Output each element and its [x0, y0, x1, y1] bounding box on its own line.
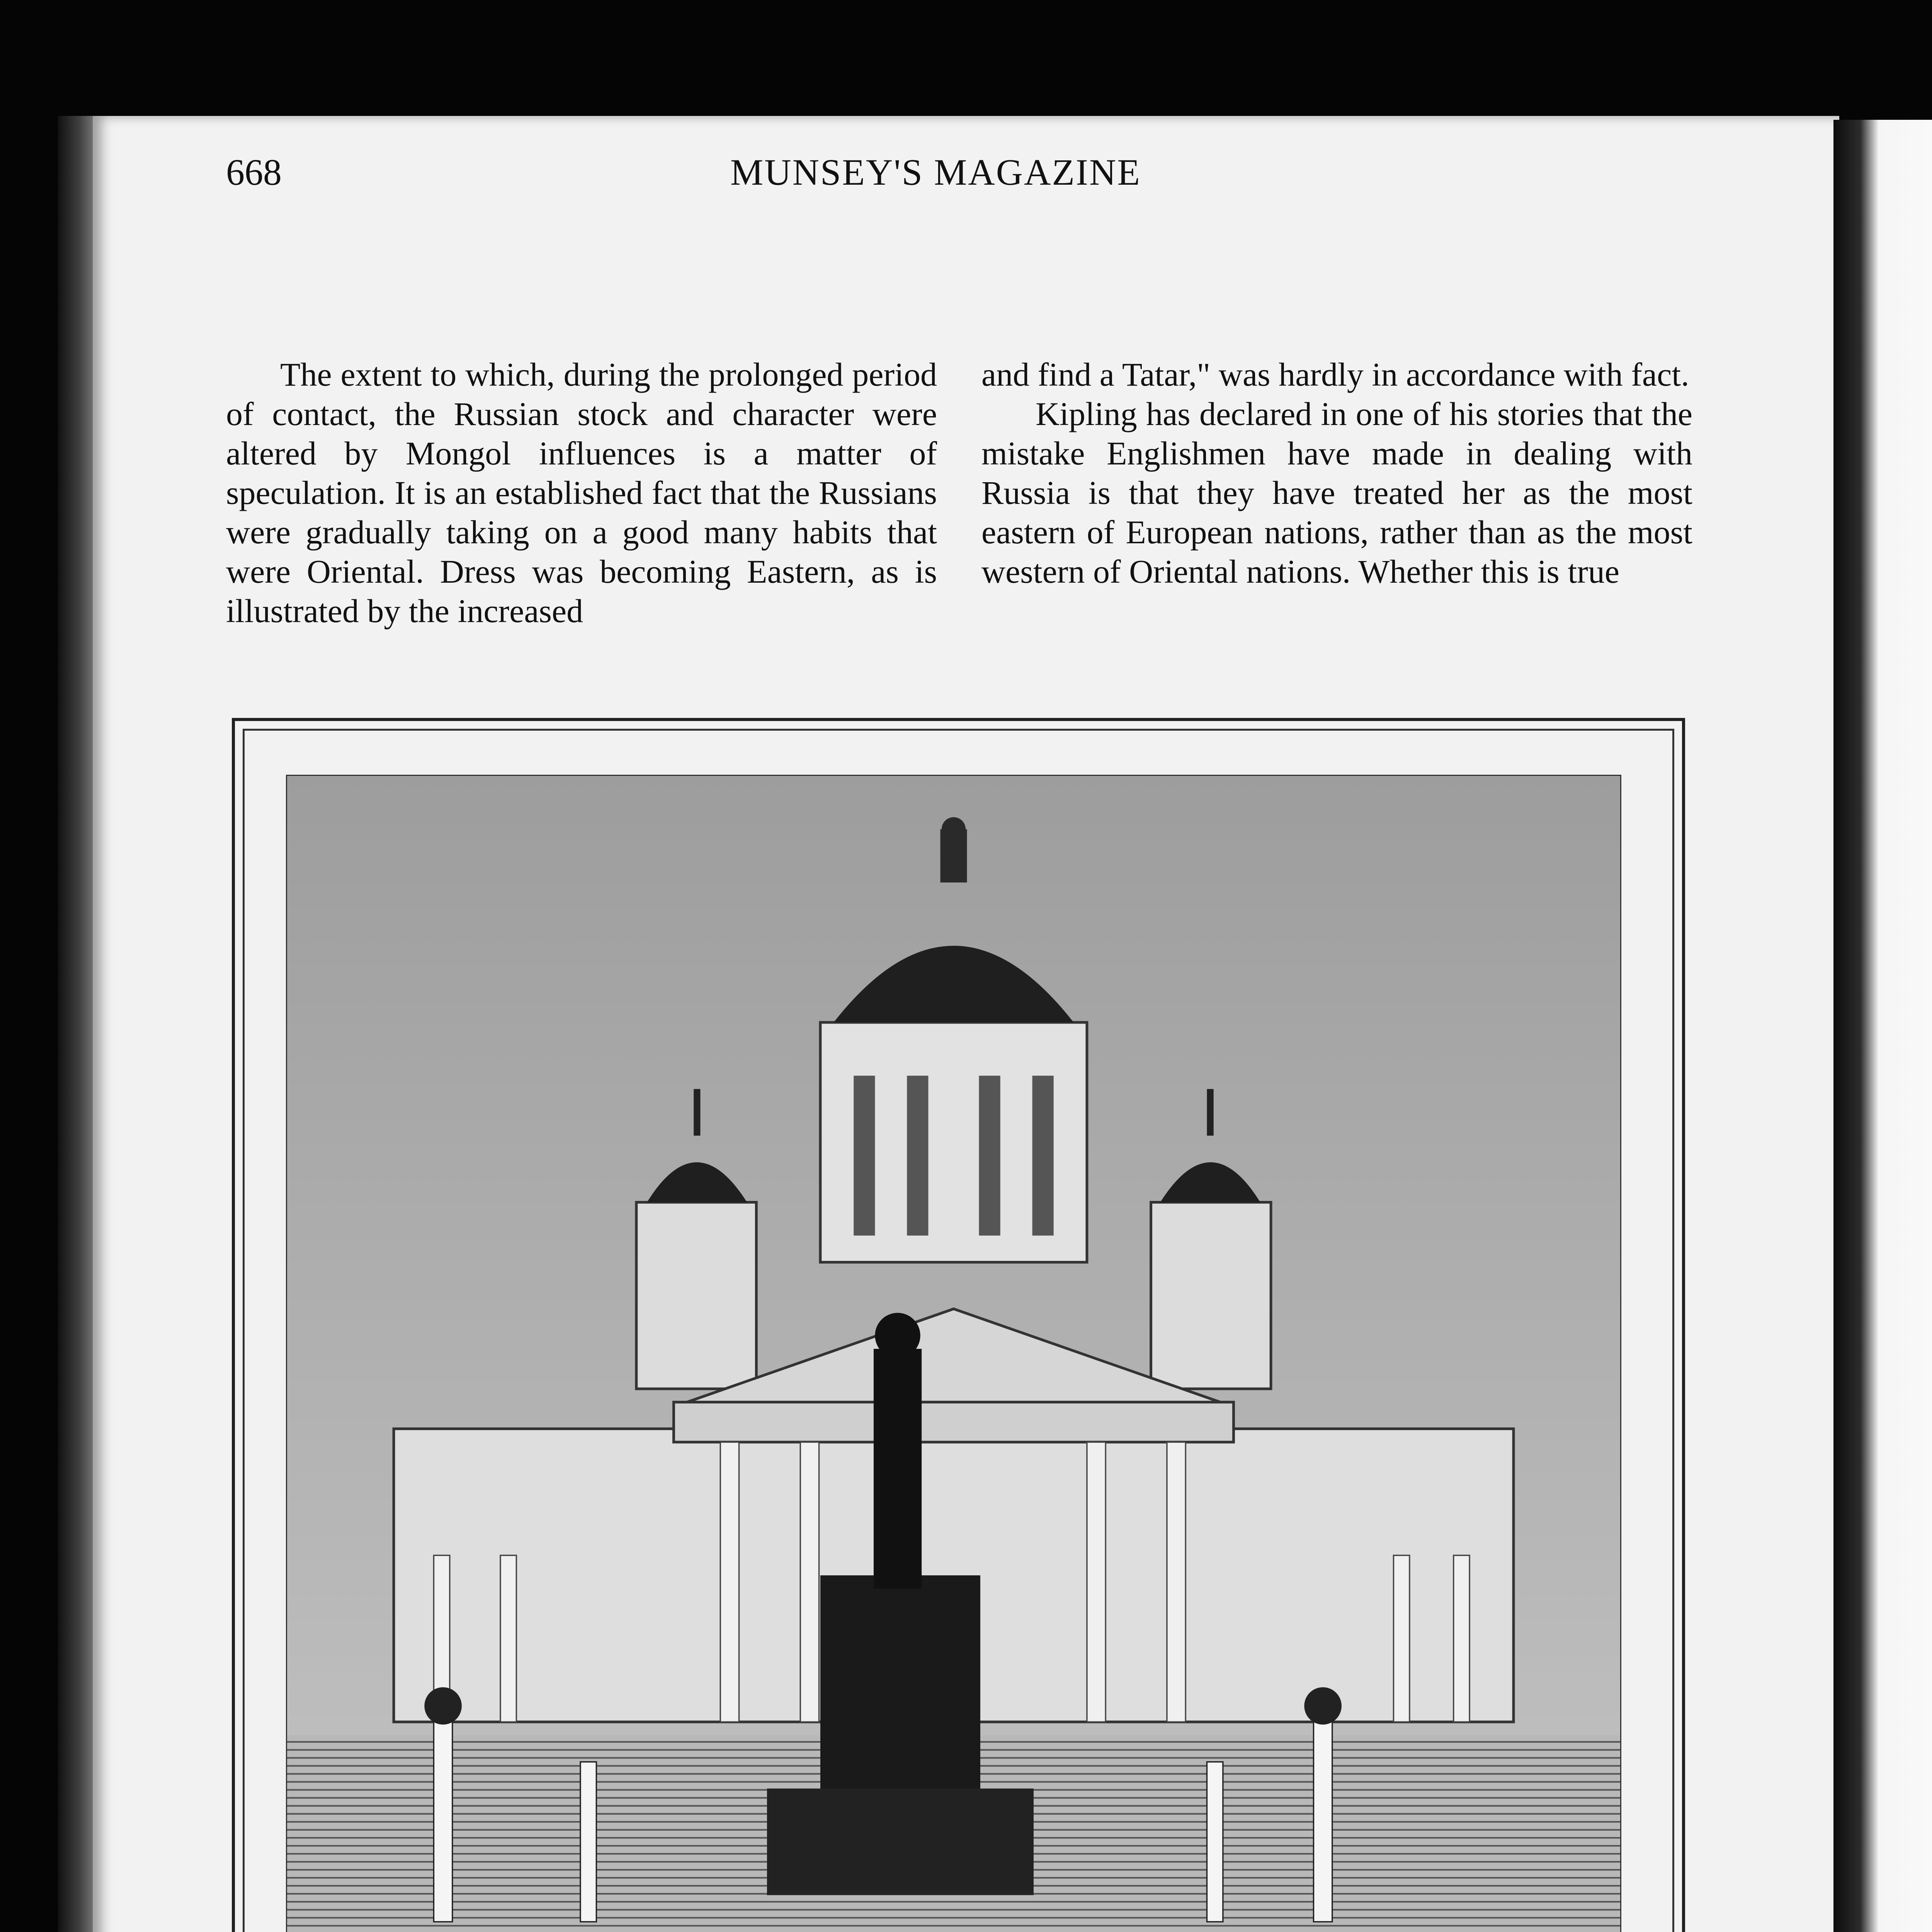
top-left-column [226, 355, 937, 631]
adjacent-page-edge [1833, 120, 1932, 1932]
church-illustration [287, 776, 1620, 1932]
page-number: 668 [226, 151, 282, 193]
paragraph: Kipling has declared in one of his stories that the mistake Englishmen have made in dealing with Russia is that they have treated her as the most eastern of European nations, rather than as the most western of Oriental nations. Whether this is true [981, 395, 1692, 590]
church-photograph [286, 775, 1621, 1932]
paragraph: and find a Tatar," was hardly in accordance with fact. [981, 356, 1689, 393]
running-title: MUNSEY'S MAGAZINE [730, 151, 1141, 193]
top-right-column [981, 355, 1692, 591]
paragraph: The extent to which, during the prolonged period of contact, the Russian stock and character were altered by Mongol influences is a matter of speculation. It is an established fact that the Russians were gradually taking on a good many habits that were Oriental. Dress was becoming Eastern, as is illustrated by the increased [226, 356, 937, 629]
